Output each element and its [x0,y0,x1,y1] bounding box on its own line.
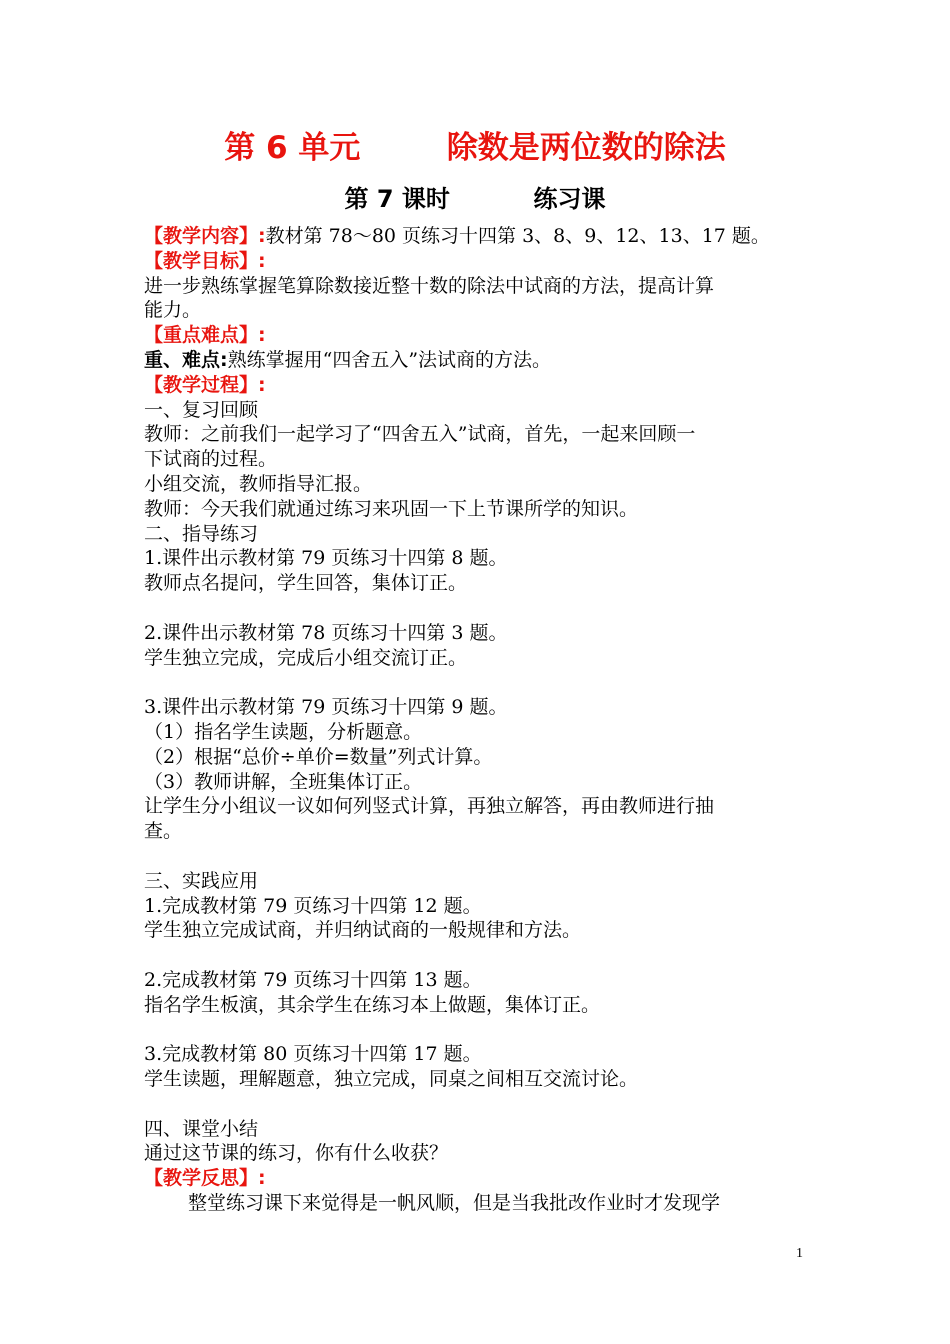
paragraph-line: 学生独立完成试商，并归纳试商的一般规律和方法。 [144,919,582,942]
section-heading: 一、复习回顾 [144,398,259,421]
paragraph-line: （1）指名学生读题，分析题意。 [144,720,423,743]
teaching-process-label: 【教学过程】: [144,373,266,396]
document-body [144,224,812,1216]
paragraph-line: 让学生分小组议一议如何列竖式计算，再独立解答，再由教师进行抽 [144,795,715,818]
teaching-goal-line: 能力。 [144,299,202,322]
lesson-title: 第 7 课时 练习课 [344,185,606,213]
unit-title: 第 6 单元 除数是两位数的除法 [224,130,726,166]
paragraph-line: 3.完成教材第 80 页练习十四第 17 题。 [144,1043,482,1066]
blank-line [144,1092,812,1117]
blank-line [144,943,812,968]
paragraph-line: （3）教师讲解，全班集体订正。 [144,770,423,793]
blank-line [144,844,812,869]
blank-line [144,670,812,695]
teaching-content-label: 【教学内容】: [144,225,266,247]
section-heading: 四、课堂小结 [144,1117,259,1140]
teaching-content-text: 教材第 78～80 页练习十四第 3、8、9、12、13、17 题。 [265,225,770,247]
key-points-bold: 重、难点: [144,348,228,371]
teaching-reflection-label: 【教学反思】: [144,1167,266,1190]
key-points [144,348,812,373]
paragraph-line: 1.完成教材第 79 页练习十四第 12 题。 [144,894,482,917]
page-number: 1 [796,1246,803,1261]
paragraph-line: 教师：今天我们就通过练习来巩固一下上节课所学的知识。 [144,497,639,520]
paragraph-line: 2.完成教材第 79 页练习十四第 13 题。 [144,968,482,991]
paragraph-line: 教师：之前我们一起学习了“四舍五入”试商，首先，一起来回顾一 [144,423,696,446]
paragraph-line: 查。 [144,820,183,843]
teaching-goal-label: 【教学目标】: [144,249,266,272]
paragraph-line: 教师点名提问，学生回答，集体订正。 [144,572,468,595]
paragraph-line: 2.课件出示教材第 78 页练习十四第 3 题。 [144,621,508,644]
key-points-label: 【重点难点】: [144,324,266,347]
paragraph-line: 整堂练习课下来觉得是一帆风顺，但是当我批改作业时才发现学 [188,1192,721,1215]
paragraph-line: （2）根据“总价÷单价=数量”列式计算。 [144,745,493,768]
blank-line [144,596,812,621]
blank-line [144,1018,812,1043]
paragraph-line: 通过这节课的练习，你有什么收获？ [144,1142,449,1165]
paragraph-line: 下试商的过程。 [144,448,278,471]
section-heading: 二、指导练习 [144,522,259,545]
section-heading: 三、实践应用 [144,869,259,892]
paragraph-line: 学生独立完成，完成后小组交流订正。 [144,646,468,669]
paragraph-line: 学生读题，理解题意，独立完成，同桌之间相互交流讨论。 [144,1068,639,1091]
paragraph-line: 小组交流，教师指导汇报。 [144,472,373,495]
key-points-text: 熟练掌握用“四舍五入”法试商的方法。 [227,348,552,371]
paragraph-line: 1.课件出示教材第 79 页练习十四第 8 题。 [144,547,508,570]
teaching-content [144,224,812,249]
paragraph-line: 指名学生板演，其余学生在练习本上做题，集体订正。 [144,993,601,1016]
teaching-goal-line: 进一步熟练掌握笔算除数接近整十数的除法中试商的方法，提高计算 [144,274,715,297]
paragraph-line: 3.课件出示教材第 79 页练习十四第 9 题。 [144,696,508,719]
